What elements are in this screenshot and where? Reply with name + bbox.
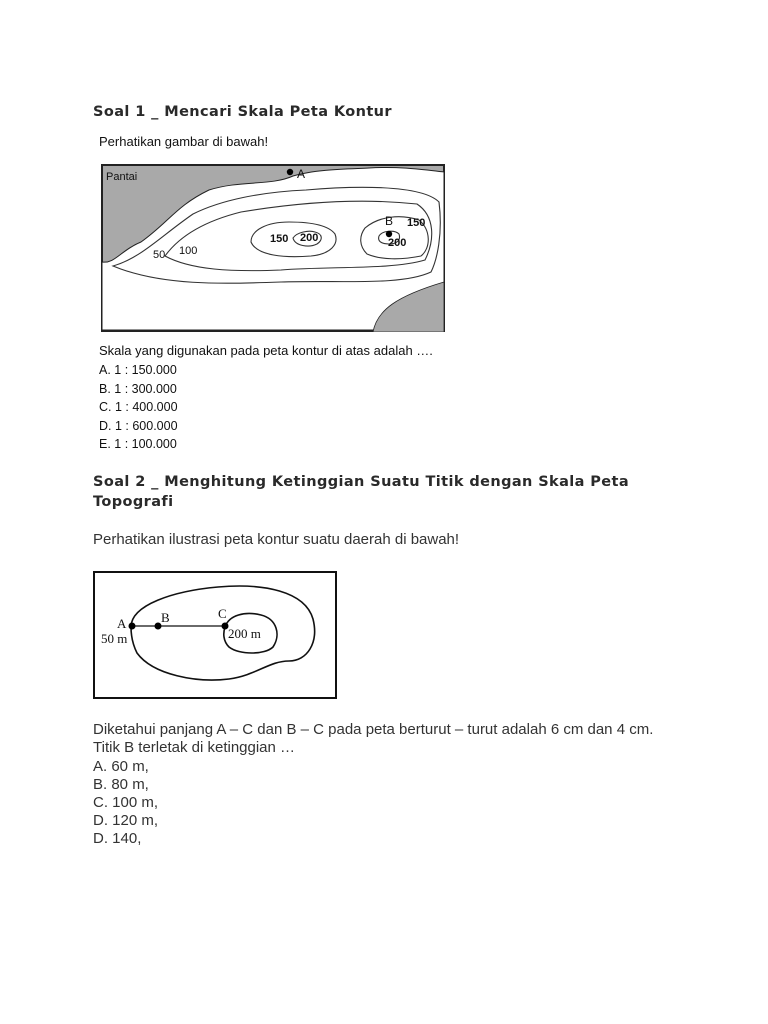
soal2-intro: Perhatikan ilustrasi peta kontur suatu daerah di bawah! xyxy=(93,531,460,548)
label-150-right: 150 xyxy=(407,217,426,229)
soal1-option-d: D. 1 : 600.000 xyxy=(99,418,178,433)
label-200-right: 200 xyxy=(388,237,407,249)
soal2-option-d: D. 120 m, xyxy=(93,812,159,829)
contour-diagram xyxy=(93,571,337,699)
label-c: C xyxy=(218,606,227,621)
soal2-option-d2: D. 140, xyxy=(93,830,142,847)
soal2-option-a: A. 60 m, xyxy=(93,758,149,775)
label-a: A xyxy=(117,616,127,631)
label-elev-c: 200 m xyxy=(228,626,261,641)
point-a-dot xyxy=(287,169,293,175)
label-50: 50 xyxy=(153,249,166,261)
soal2-title: Soal 2 _ Menghitung Ketinggian Suatu Titik dengan Skala Peta Topografi xyxy=(93,474,630,510)
contour-map xyxy=(101,164,445,332)
label-b: B xyxy=(161,610,170,625)
label-100: 100 xyxy=(179,245,198,257)
label-150-left: 150 xyxy=(270,233,289,245)
soal1-title: Soal 1 _ Mencari Skala Peta Kontur xyxy=(93,104,392,120)
soal1-option-e: E. 1 : 100.000 xyxy=(99,437,177,451)
label-a: A xyxy=(297,167,306,181)
label-pantai: Pantai xyxy=(106,171,138,183)
soal2-contour-diagram-figure xyxy=(93,571,337,704)
soal1-option-c: C. 1 : 400.000 xyxy=(99,400,178,414)
point-a-dot xyxy=(129,623,136,630)
label-elev-a: 50 m xyxy=(101,631,128,646)
soal1-question: Skala yang digunakan pada peta kontur di atas adalah …. xyxy=(99,343,433,358)
soal1-option-b: B. 1 : 300.000 xyxy=(99,381,177,396)
label-200-left: 200 xyxy=(300,232,319,244)
soal2-question: Diketahui panjang A – C dan B – C pada peta berturut – turut adalah 6 cm dan 4 cm. Titik B terletak di ketinggian … xyxy=(93,721,654,756)
soal1-option-a: A. 1 : 150.000 xyxy=(99,363,177,377)
diagram-frame xyxy=(94,572,336,698)
soal1-instruction: Perhatikan gambar di bawah! xyxy=(99,134,269,149)
soal2-options xyxy=(93,758,158,848)
soal1-contour-map-figure xyxy=(99,134,479,452)
label-b: B xyxy=(385,214,394,228)
soal1-options xyxy=(99,361,178,454)
soal2-option-c: C. 100 m, xyxy=(93,794,159,811)
soal2-option-b: B. 80 m, xyxy=(93,776,149,793)
